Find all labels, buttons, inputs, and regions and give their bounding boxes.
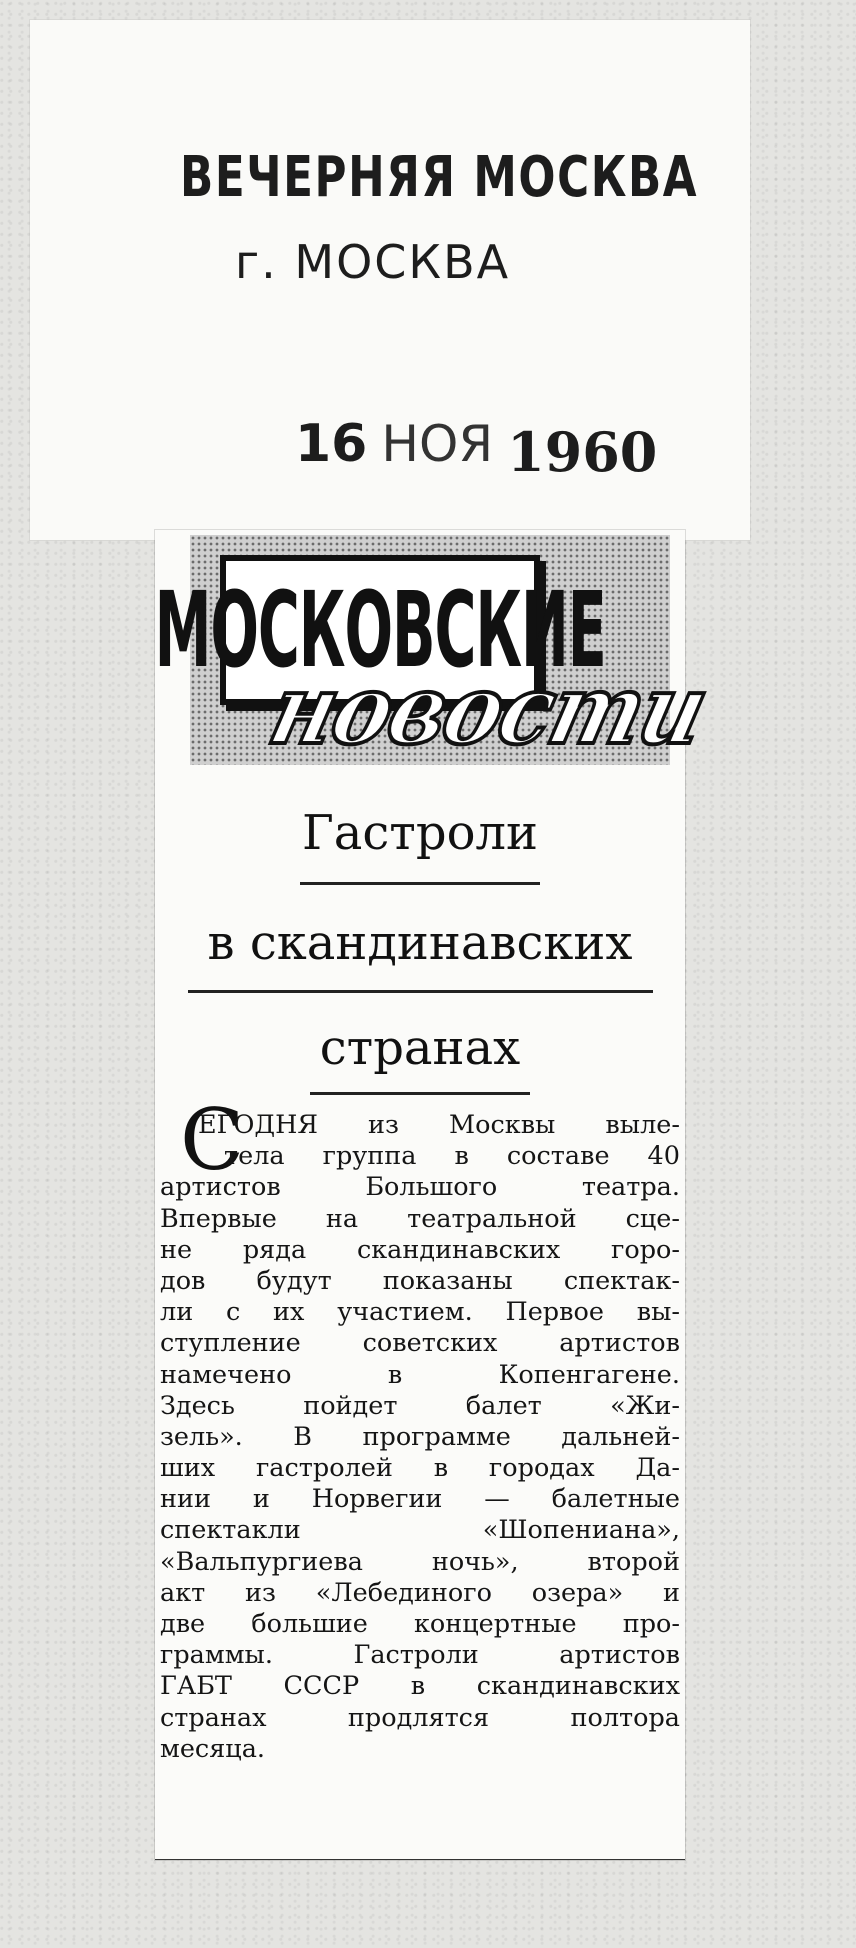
article-line: артистов Большого театра. [160,1172,680,1203]
headline-rule-3 [310,1092,530,1095]
article-line: тела группа в составе 40 [224,1141,680,1172]
article-line: странах продлятся полтора [160,1702,680,1733]
article-line: «Вальпургиева ночь», второй [160,1546,680,1577]
article-line: зель». В программе дальней- [160,1421,680,1452]
headline-line-2: в скандинавских [207,915,633,971]
article-body [160,1110,680,1765]
stamp-date-month: НОЯ [381,415,494,473]
article-line: не ряда скандинавских горо- [160,1234,680,1265]
section-masthead [154,535,718,766]
article-line: месяца. [160,1733,266,1764]
clipping-bottom-edge [155,1859,685,1860]
article-line: ЕГОДНЯ из Москвы выле- [198,1110,680,1140]
article-line: ГАБТ СССР в скандинавских [160,1671,680,1702]
stamp-city: г. МОСКВА [235,235,511,289]
headline-line-1: Гастроли [302,805,538,861]
article-line: нии и Норвегии — балетные [160,1484,680,1515]
article-line: спектакли «Шопениана», [160,1515,680,1546]
stamp-date-day: 16 [295,414,368,474]
archive-stamp-card [30,20,750,540]
article-line: граммы. Гастроли артистов [160,1640,680,1671]
article-line: ших гастролей в городах Да- [160,1453,680,1484]
stamp-date-year: 1960 [507,420,658,484]
article-line: намечено в Копенгагене. [160,1359,680,1390]
masthead-title-script: новости [259,653,718,766]
stamp-date [295,410,658,484]
article-drop-cap: С [180,1091,245,1189]
article-line: ступление советских артистов [160,1328,680,1359]
masthead-title-block: МОСКОВСКИЕ [154,569,606,691]
article-line: Здесь пойдет балет «Жи- [160,1390,680,1421]
article-line: дов будут показаны спектак- [160,1265,680,1296]
article-line: акт из «Лебединого озера» и [160,1577,680,1608]
stamp-newspaper-name: ВЕЧЕРНЯЯ МОСКВА [180,145,699,210]
headline-rule-2 [188,990,653,993]
article-line: две большие концертные про- [160,1609,680,1639]
article-line: Впервые на театральной сце- [160,1203,680,1234]
headline-line-3: странах [319,1020,521,1076]
headline-rule-1 [300,882,540,885]
article-line: ли с их участием. Первое вы- [160,1297,680,1328]
